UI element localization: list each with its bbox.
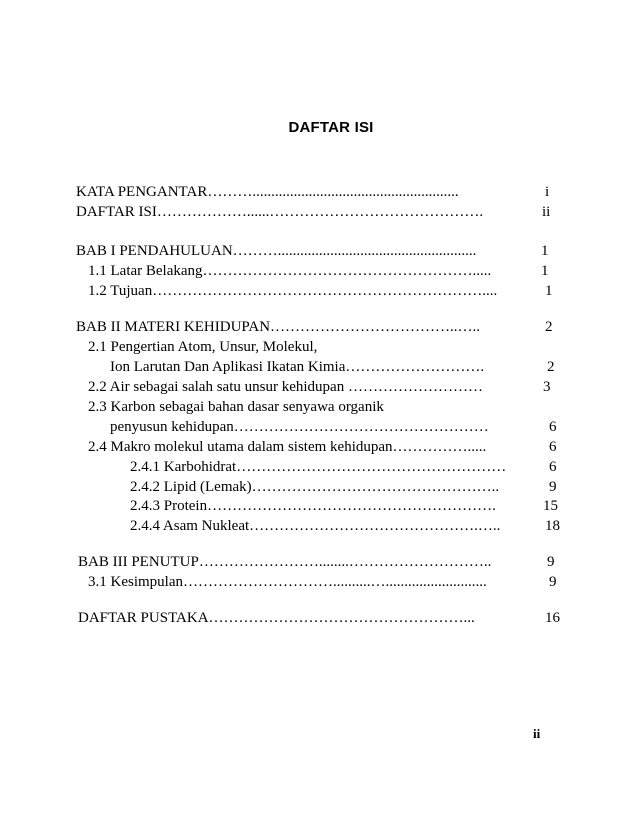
page-number: ii (533, 726, 541, 741)
toc-page-bab-2: 2 (545, 319, 553, 335)
toc-page-1-1: 1 (541, 263, 549, 279)
toc-entry-3-1: 3.1 Kesimpulan…………………………..........…........................... (88, 574, 487, 590)
toc-page-2-4-1: 6 (549, 459, 557, 475)
toc-entry-2-1: 2.1 Pengertian Atom, Unsur, Molekul, (88, 339, 318, 355)
toc-entry-bab-2: BAB II MATERI KEHIDUPAN………………………………..….. (76, 319, 481, 335)
toc-page-1-2: 1 (545, 283, 553, 299)
toc-page-2-4: 6 (549, 439, 557, 455)
toc-page-2-1: 2 (547, 359, 555, 375)
toc-entry-bab-3: BAB III PENUTUP……………………........……………………….. (78, 554, 492, 570)
toc-entry-1-1: 1.1 Latar Belakang………………………………………………..... (88, 263, 492, 279)
toc-entry-daftar-pustaka: DAFTAR PUSTAKA……………………………………………... (78, 610, 475, 626)
toc-entry-2-4-2: 2.4.2 Lipid (Lemak)………………………………………….. (130, 479, 500, 495)
toc-page-daftar-isi: ii (542, 204, 551, 220)
toc-entry-2-4: 2.4 Makro molekul utama dalam sistem kehidupan……………..... (88, 439, 487, 455)
page-title: DAFTAR ISI (288, 119, 374, 136)
toc-page-2-4-4: 18 (545, 518, 560, 534)
toc-entry-1-2: 1.2 Tujuan………………………………………………………….... (88, 283, 498, 299)
toc-entry-kata-pengantar: KATA PENGANTAR………....................................................... (76, 184, 459, 200)
toc-page-2-2: 3 (543, 379, 551, 395)
toc-page-bab-3: 9 (547, 554, 555, 570)
toc-entry-2-4-1: 2.4.1 Karbohidrat……………………………………………… (130, 459, 507, 475)
toc-entry-2-2: 2.2 Air sebagai salah satu unsur kehidupan ……………………… (88, 379, 483, 395)
toc-page-bab-1: 1 (541, 243, 549, 259)
toc-page-daftar-pustaka: 16 (545, 610, 560, 626)
toc-entry-2-1-cont: Ion Larutan Dan Aplikasi Ikatan Kimia………………………. (110, 359, 485, 375)
toc-page-2-4-3: 15 (543, 498, 558, 514)
toc-page-2-4-2: 9 (549, 479, 557, 495)
toc-entry-2-4-3: 2.4.3 Protein…………………………………………………. (130, 498, 496, 514)
toc-entry-2-4-4: 2.4.4 Asam Nukleat……………………………………….….. (130, 518, 501, 534)
toc-page-kata-pengantar: i (545, 184, 550, 200)
toc-page-3-1: 9 (549, 574, 557, 590)
toc-entry-daftar-isi: DAFTAR ISI………………......……………………………………. (76, 204, 484, 220)
toc-entry-bab-1: BAB I PENDAHULUAN………..................................................... (76, 243, 477, 259)
toc-entry-2-3-cont: penyusun kehidupan…………………………………………… (110, 419, 489, 435)
toc-page-2-3: 6 (549, 419, 557, 435)
toc-entry-2-3: 2.3 Karbon sebagai bahan dasar senyawa organik (88, 399, 384, 415)
